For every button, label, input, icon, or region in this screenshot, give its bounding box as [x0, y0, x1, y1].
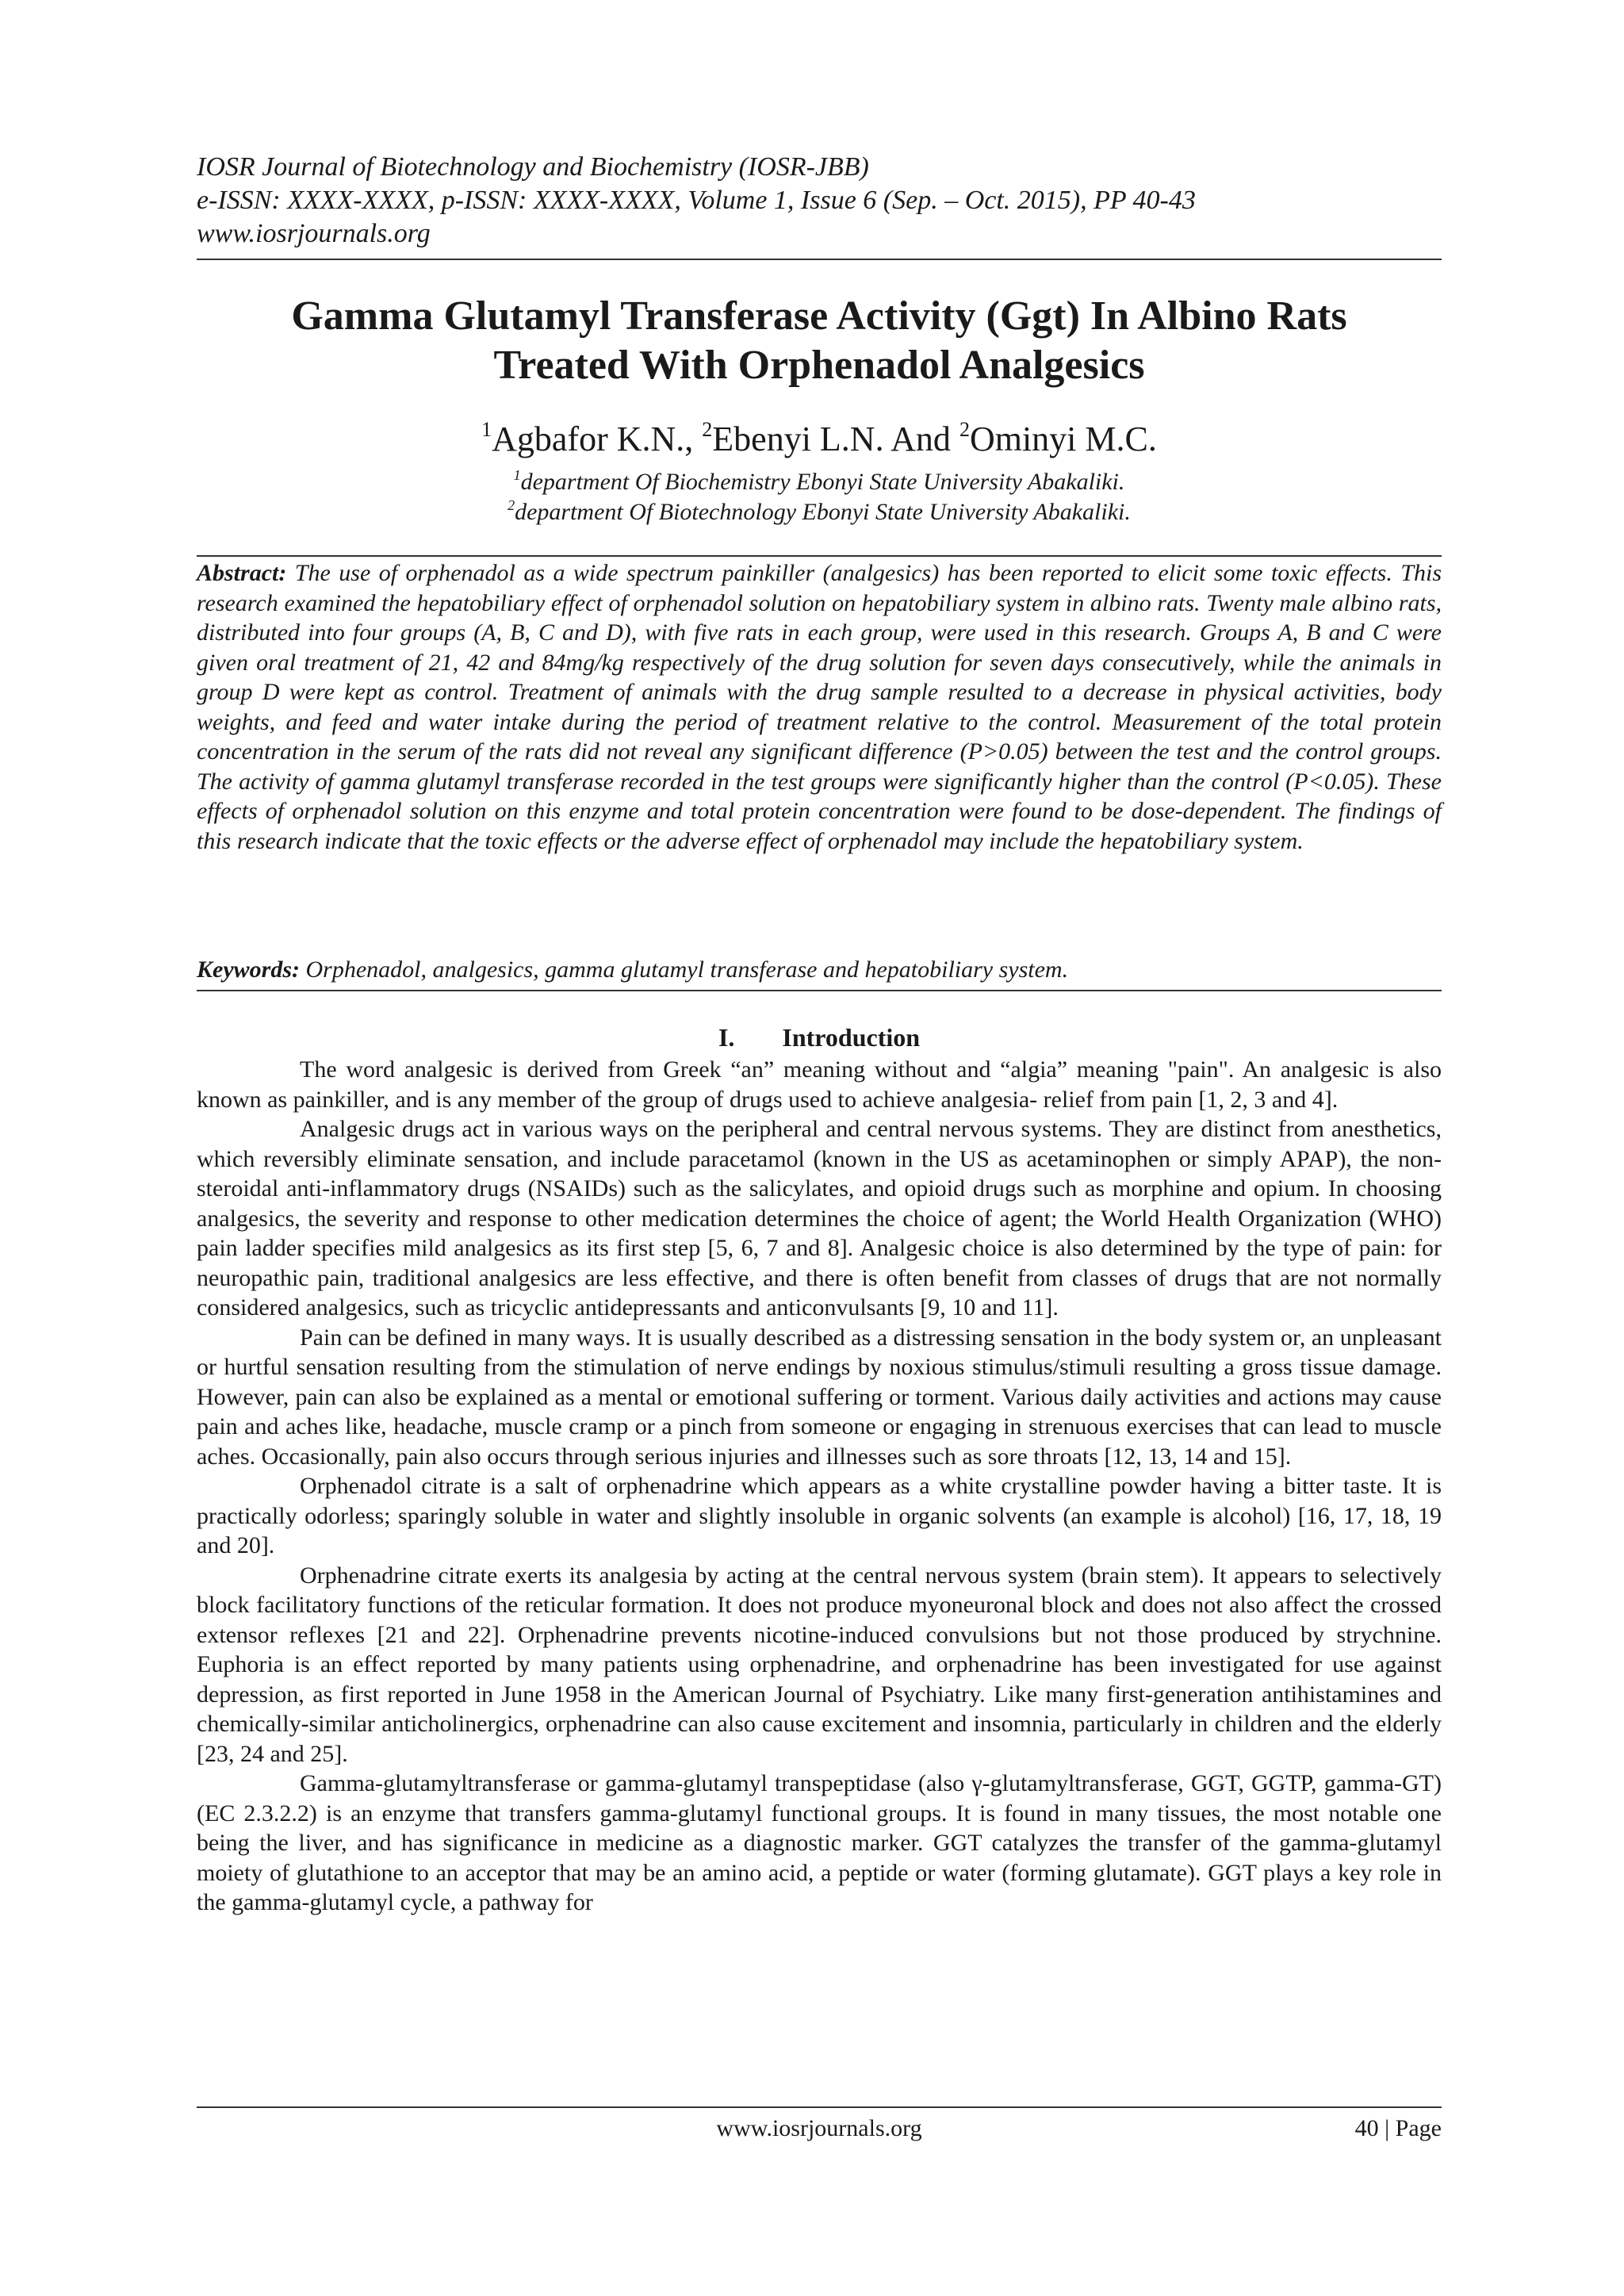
affiliation-2-mark: 2	[508, 497, 515, 513]
affiliation-1-mark: 1	[513, 467, 521, 483]
section-heading	[197, 1022, 1442, 1053]
footer-website: www.iosrjournals.org	[716, 2115, 922, 2141]
paragraph: Orphenadol citrate is a salt of orphenadrine which appears as a white crystalline powder having a bitter taste. It is practically odorless; sparingly soluble in water and slightly insoluble in organic solvents (an example is alcohol) [16, 17, 18, 19 and 20].	[197, 1473, 1442, 1558]
journal-name: IOSR Journal of Biotechnology and Biochemistry (IOSR-JBB)	[197, 152, 869, 182]
affiliation-2-text: department Of Biotechnology Ebonyi State University Abakaliki.	[515, 499, 1131, 525]
author-list	[197, 419, 1442, 460]
page-number: 40 | Page	[1354, 2115, 1442, 2141]
paragraph: Pain can be defined in many ways. It is usually described as a distressing sensation in the body system or, an unpleasant or hurtful sensation resulting from the stimulation of nerve endings by noxious stimulus/stimuli resulting a gross tissue damage. However, pain can also be explained as a mental or emotional suffering or torment. Various daily activities and actions may cause pain and aches like, headache, muscle cramp or a pinch from someone or engaging in strenuous exercises that can lead to muscle aches. Occasionally, pain also occurs through serious injuries and illnesses such as sore throats [12, 13, 14 and 15].	[197, 1324, 1442, 1470]
affiliation-1-text: department Of Biochemistry Ebonyi State University Abakaliki.	[520, 469, 1125, 495]
author-2: Ebenyi L.N. And	[712, 420, 959, 458]
affiliation-2	[197, 498, 1442, 527]
paragraph: Gamma-glutamyltransferase or gamma-glutamyl transpeptidase (also γ-glutamyltransferase, GGT, GGTP, gamma-GT) (EC 2.3.2.2) is an enzyme that transfers gamma-glutamyl functional groups. It is found in many tissues, the most notable one being the liver, and has significance in medicine as a diagnostic marker. GGT catalyzes the transfer of the gamma-glutamyl moiety of glutathione to an acceptor that may be an amino acid, a peptide or water (forming glutamate). GGT plays a key role in the gamma-glutamyl cycle, a pathway for	[197, 1770, 1442, 1915]
abstract-top-divider	[197, 555, 1442, 557]
keywords-text: Orphenadol, analgesics, gamma glutamyl transferase and hepatobiliary system.	[300, 956, 1069, 983]
abstract-label: Abstract:	[197, 560, 287, 586]
header-divider	[197, 259, 1442, 260]
paragraph: Orphenadrine citrate exerts its analgesia by acting at the central nervous system (brain stem). It appears to selectively block facilitatory functions of the reticular formation. It does not produce myoneuronal block and does not also affect the crossed extensor reflexes [21 and 22]. Orphenadrine prevents nicotine-induced convulsions but not those produced by strychnine. Euphoria is an effect reported by many patients using orphenadrine, and orphenadrine has been investigated for use against depression, as first reported in June 1958 in the American Journal of Psychiatry. Like many first-generation antihistamines and chemically-similar anticholinergics, orphenadrine can also cause excitement and insomnia, particularly in children and the elderly [23, 24 and 25].	[197, 1562, 1442, 1767]
paragraph: The word analgesic is derived from Greek “an” meaning without and “algia” meaning "pain". An analgesic is also known as painkiller, and is any member of the group of drugs used to achieve analgesia- relief from pain [1, 2, 3 and 4].	[197, 1056, 1442, 1113]
journal-website: www.iosrjournals.org	[197, 219, 431, 248]
section-title: Introduction	[782, 1023, 921, 1052]
paper-title	[197, 292, 1442, 390]
issn-line: e-ISSN: XXXX-XXXX, p-ISSN: XXXX-XXXX, Volume 1, Issue 6 (Sep. – Oct. 2015), PP 40-43	[197, 186, 1196, 215]
author-3-affiliation-mark: 2	[959, 418, 970, 441]
body-text	[197, 1055, 1442, 1918]
abstract-text: The use of orphenadol as a wide spectrum painkiller (analgesics) has been reported to elicit some toxic effects. This research examined the hepatobiliary effect of orphenadol solution on hepatobiliary system in albino rats. Twenty male albino rats, distributed into four groups (A, B, C and D), with five rats in each group, were used in this research. Groups A, B and C were given oral treatment of 21, 42 and 84mg/kg respectively of the drug solution for seven days consecutively, while the animals in group D were kept as control. Treatment of animals with the drug sample resulted to a decrease in physical activities, body weights, and feed and water intake during the period of treatment relative to the control. Measurement of the total protein concentration in the serum of the rats did not reveal any significant difference (P>0.05) between the test and the control groups. The activity of gamma glutamyl transferase recorded in the test groups were significantly higher than the control (P<0.05). These effects of orphenadol solution on this enzyme and total protein concentration were found to be dose-dependent. The findings of this research indicate that the toxic effects or the adverse effect of orphenadol may include the hepatobiliary system.	[197, 560, 1442, 854]
paragraph: Analgesic drugs act in various ways on the peripheral and central nervous systems. They are distinct from anesthetics, which reversibly eliminate sensation, and include paracetamol (known in the US as acetaminophen or simply APAP), the non-steroidal anti-inflammatory drugs (NSAIDs) such as the salicylates, and opioid drugs such as morphine and opium. In choosing analgesics, the severity and response to other medication determines the choice of agent; the World Health Organization (WHO) pain ladder specifies mild analgesics as its first step [5, 6, 7 and 8]. Analgesic choice is also determined by the type of pain: for neuropathic pain, traditional analgesics are less effective, and there is often benefit from classes of drugs that are not normally considered analgesics, such as tricyclic antidepressants and anticonvulsants [9, 10 and 11].	[197, 1116, 1442, 1320]
journal-header	[197, 151, 1442, 251]
affiliation-1	[197, 468, 1442, 496]
title-line-2: Treated With Orphenadol Analgesics	[493, 343, 1145, 388]
keywords-label: Keywords:	[197, 956, 300, 983]
keywords	[197, 955, 1442, 985]
section-number: I.	[718, 1023, 735, 1052]
title-line-1: Gamma Glutamyl Transferase Activity (Ggt) In Albino Rats	[291, 293, 1347, 339]
author-1: Agbafor K.N.,	[492, 420, 703, 458]
abstract	[197, 558, 1442, 856]
abstract-bottom-divider	[197, 990, 1442, 991]
author-3: Ominyi M.C.	[969, 420, 1157, 458]
author-2-affiliation-mark: 2	[702, 418, 713, 441]
footer-divider	[197, 2106, 1442, 2108]
author-1-affiliation-mark: 1	[481, 418, 492, 441]
